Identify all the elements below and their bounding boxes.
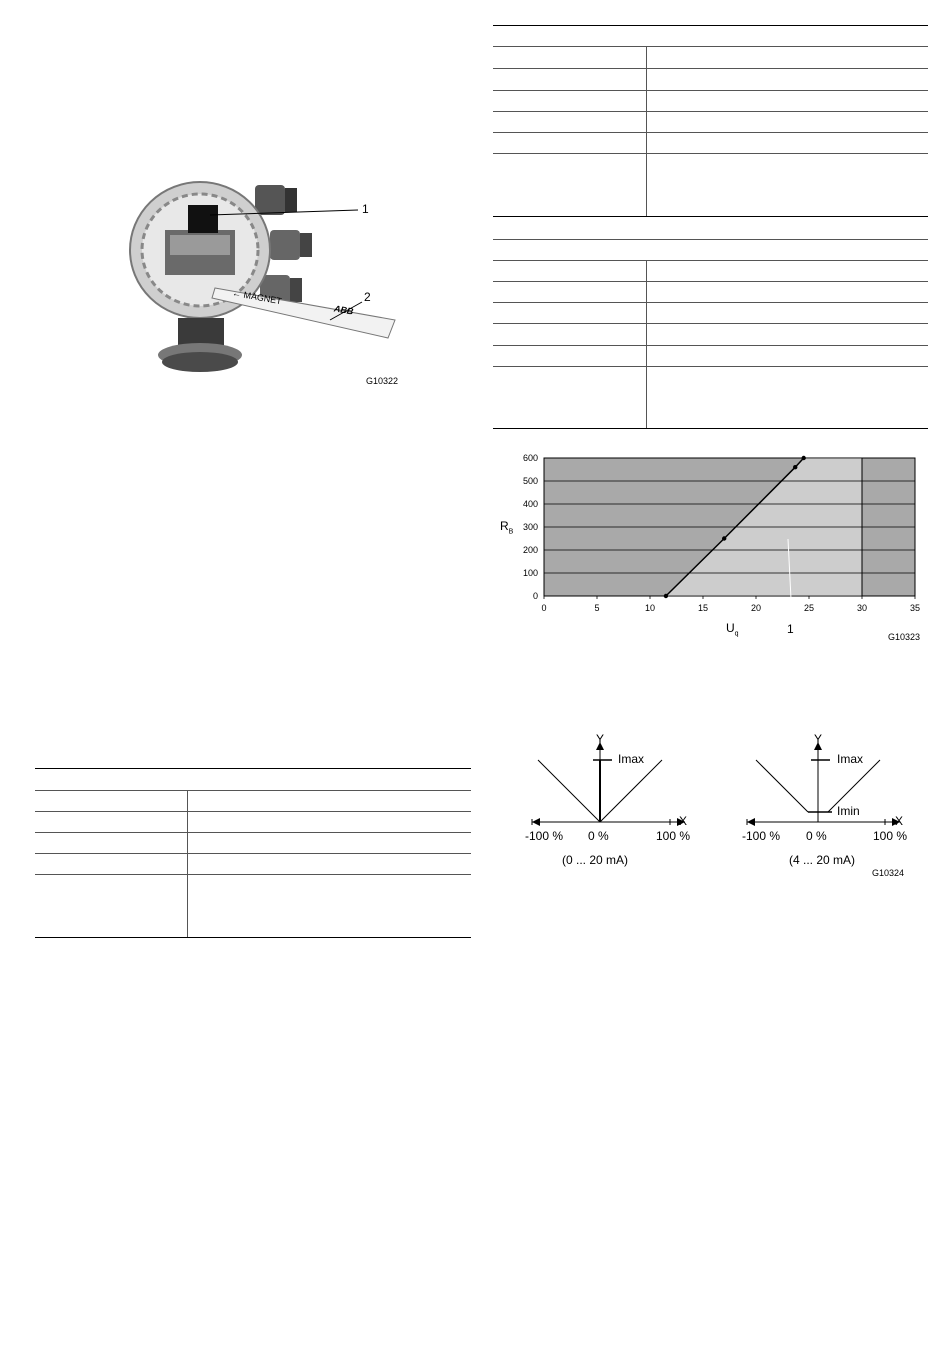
y-tick-label: 100: [522, 568, 538, 578]
x-axis-label: [726, 621, 739, 637]
zero-percent-label: 0 %: [588, 829, 609, 843]
table-top-rule: [35, 768, 471, 769]
figure-id: G10324: [872, 868, 905, 878]
data-point: [802, 456, 806, 460]
x-tick-label: 20: [750, 603, 762, 613]
data-point: [664, 594, 668, 598]
x-axis-label: X: [679, 814, 688, 828]
y-tick-label: 200: [522, 545, 538, 555]
table-column-divider: [187, 790, 188, 937]
table-row-divider: [35, 811, 471, 812]
range-label: (0 ... 20 mA): [562, 853, 629, 867]
imax-label-main: I: [618, 752, 622, 766]
y-axis-label: Y: [814, 732, 823, 746]
y-axis-label: Y: [596, 732, 605, 746]
y-axis-label-sub: B: [508, 528, 514, 536]
table-3: [35, 768, 471, 940]
pos-percent-label: 100 %: [656, 829, 691, 843]
x-axis-label-sub: q: [734, 630, 739, 638]
imax-label: [618, 752, 644, 766]
table-row-divider: [493, 260, 928, 261]
pen-label: ← MAGNET: [231, 287, 283, 307]
table-row-divider: [493, 366, 928, 367]
device-figure: [120, 170, 420, 390]
table-row-divider: [35, 790, 471, 791]
imax-label: [837, 752, 863, 766]
output-diagrams: [520, 732, 920, 882]
neg-percent-label: -100 %: [742, 829, 781, 843]
imin-label: [837, 804, 860, 818]
x-axis-label-main: U: [726, 621, 735, 635]
x-tick-label: 10: [644, 603, 656, 613]
table-row-divider: [493, 345, 928, 346]
y-tick-label: 600: [522, 453, 538, 463]
table-row-divider: [493, 90, 928, 91]
table-row-divider: [493, 46, 928, 47]
table-bottom-rule: [35, 937, 471, 938]
imax-label-sub: max: [621, 752, 645, 766]
figure-id: G10322: [366, 376, 399, 386]
table-row-divider: [493, 68, 928, 69]
table-column-divider: [646, 260, 647, 428]
imin-label-sub: min: [840, 804, 860, 818]
figure-id: G10323: [888, 632, 921, 642]
table-row-divider: [35, 832, 471, 833]
table-row-divider: [493, 302, 928, 303]
region-callout: 1: [787, 622, 794, 636]
x-axis-label: X: [895, 814, 904, 828]
x-tick-label: 35: [909, 603, 921, 613]
y-tick-label: 500: [522, 476, 538, 486]
y-tick-label: 300: [522, 522, 538, 532]
brand-logo: ABB: [333, 303, 355, 317]
table-row-divider: [493, 111, 928, 112]
imax-label-sub: max: [840, 752, 864, 766]
callout-1: 1: [362, 202, 369, 216]
x-tick-label: 25: [803, 603, 815, 613]
table-2: [493, 216, 928, 430]
table-row-divider: [493, 281, 928, 282]
neg-percent-label: -100 %: [525, 829, 564, 843]
table-top-rule: [493, 25, 928, 26]
table-1: [493, 25, 928, 217]
zero-percent-label: 0 %: [806, 829, 827, 843]
x-tick-label: 0: [541, 603, 547, 613]
x-tick-label: 30: [856, 603, 868, 613]
imin-label-main: I: [837, 804, 841, 818]
table-row-divider: [35, 853, 471, 854]
table-row-divider: [493, 153, 928, 154]
table-bottom-rule: [493, 428, 928, 429]
imax-label-main: I: [837, 752, 841, 766]
pos-percent-label: 100 %: [873, 829, 908, 843]
table-row-divider: [493, 132, 928, 133]
x-tick-label: 5: [594, 603, 600, 613]
table-row-divider: [493, 239, 928, 240]
x-tick-label: 15: [697, 603, 709, 613]
transmitter-illustration: [120, 170, 420, 390]
y-axis-label-main: R: [500, 519, 509, 533]
table-row-divider: [35, 874, 471, 875]
callout-2: 2: [364, 290, 371, 304]
data-point: [793, 465, 797, 469]
y-tick-label: 0: [532, 591, 538, 601]
table-row-divider: [493, 323, 928, 324]
y-tick-label: 400: [522, 499, 538, 509]
range-label: (4 ... 20 mA): [789, 853, 856, 867]
data-point: [722, 536, 726, 540]
table-column-divider: [646, 46, 647, 216]
y-axis-label: [500, 519, 513, 535]
load-chart-svg: [490, 445, 935, 650]
load-chart: [490, 445, 935, 650]
